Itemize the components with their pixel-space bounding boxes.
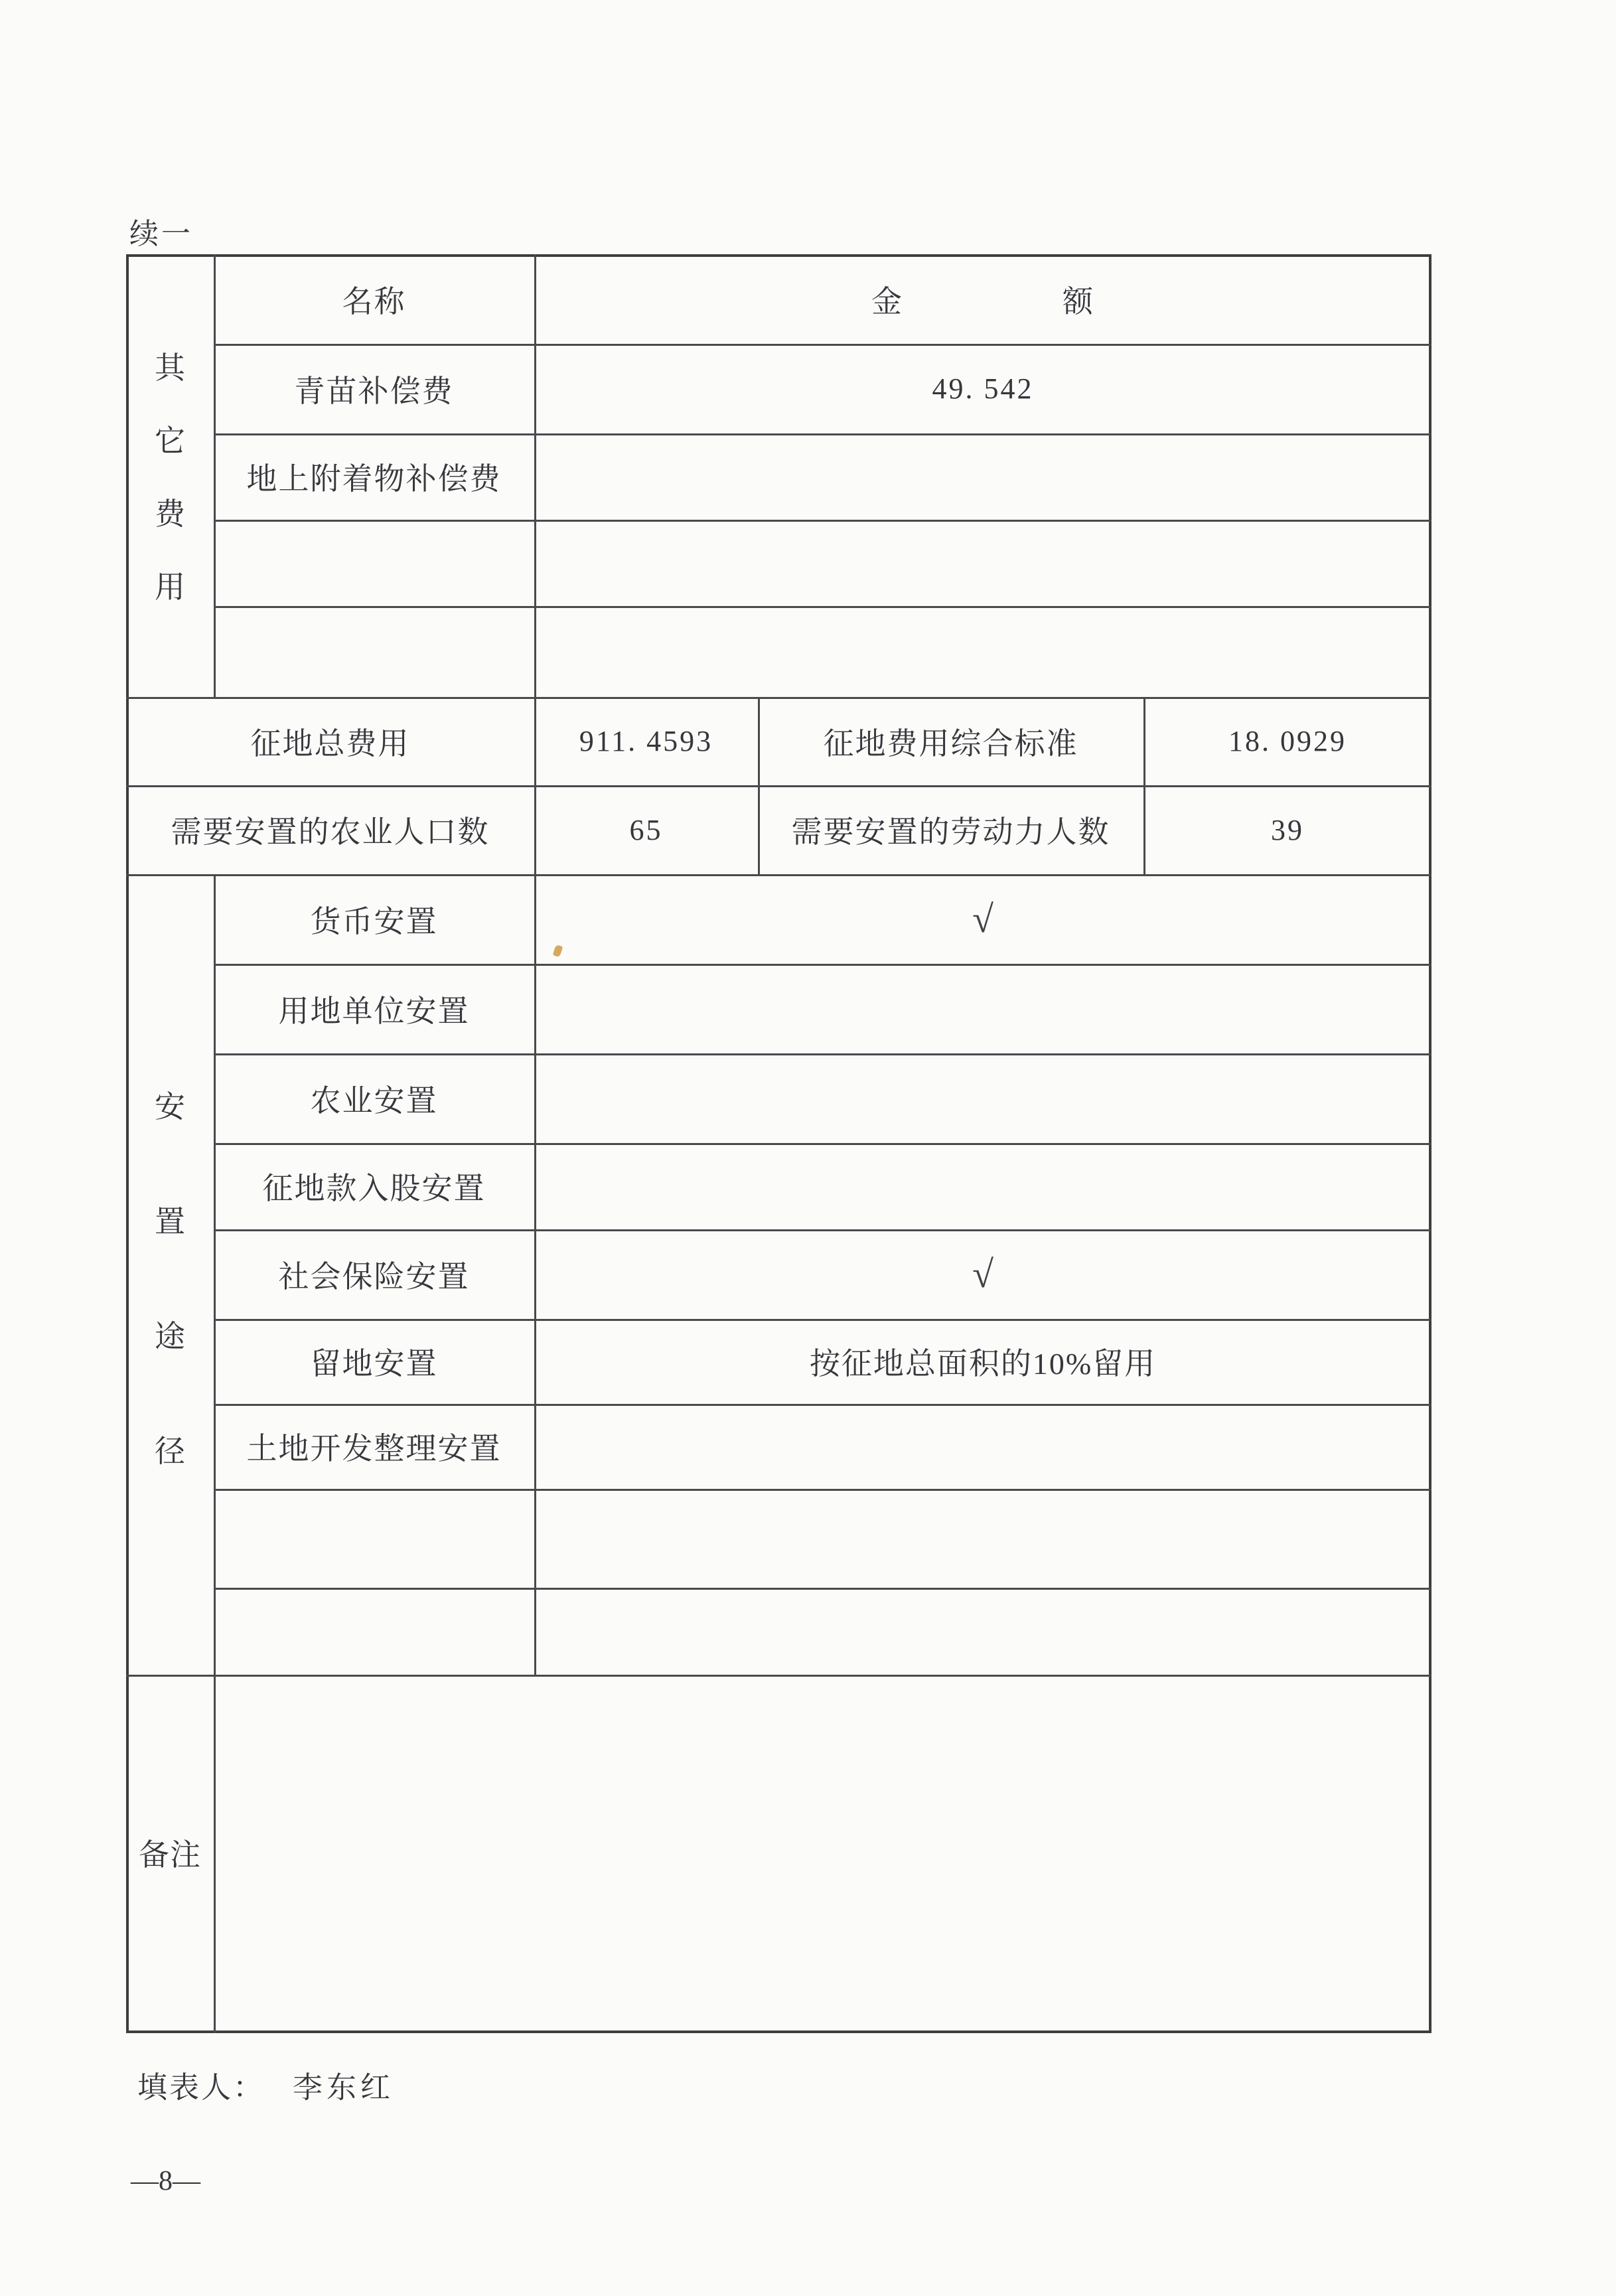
summary-value-labor-count: 39 — [1271, 813, 1304, 846]
section-label-other-fees — [126, 353, 214, 603]
summary-label-labor-count: 需要安置的劳动力人数 — [791, 815, 1110, 849]
resettlement-row-checkmark: √ — [972, 897, 993, 941]
resettlement-row-label: 用地单位安置 — [278, 994, 470, 1028]
header-fee-name: 名称 — [342, 284, 406, 319]
fee-row-label: 青苗补偿费 — [294, 374, 454, 408]
section-label-char: 置 — [155, 1205, 185, 1239]
page-number: —8— — [131, 2166, 200, 2196]
resettlement-row-value — [534, 964, 1432, 1053]
resettlement-row-value — [534, 1404, 1432, 1489]
resettlement-row-label: 货币安置 — [310, 904, 438, 939]
summary-label-composite-standard: 征地费用综合标准 — [823, 726, 1078, 761]
resettlement-row-value: 按征地总面积的10%留用 — [809, 1347, 1157, 1381]
resettlement-row-label: 征地款入股安置 — [262, 1172, 486, 1205]
header-amount-char: 金 — [871, 284, 903, 319]
summary-label-agri-population: 需要安置的农业人口数 — [171, 815, 490, 849]
resettlement-row-value — [534, 1489, 1432, 1588]
resettlement-row-value — [534, 1053, 1432, 1143]
resettlement-row-label — [214, 1588, 534, 1675]
fee-row-label: 地上附着物补偿费 — [246, 462, 502, 496]
form-filler-line — [137, 2063, 394, 2106]
summary-value-agri-population: 65 — [629, 813, 663, 846]
table-border-bottom — [126, 2030, 1432, 2033]
resettlement-row-label: 农业安置 — [310, 1083, 438, 1118]
resettlement-row-label: 留地安置 — [310, 1347, 438, 1381]
fee-row-label — [214, 606, 534, 697]
fee-row-label — [214, 520, 534, 606]
section-label-char: 径 — [155, 1434, 185, 1468]
section-label-char: 它 — [155, 424, 185, 458]
section-label-resettlement — [126, 1092, 214, 1467]
fee-row-value — [534, 520, 1432, 606]
remarks-content — [214, 1675, 1432, 2030]
fee-row-value — [534, 606, 1432, 697]
form-filler-label: 填表人： — [137, 2071, 265, 2104]
section-label-char: 用 — [155, 570, 185, 604]
summary-value-composite-standard: 18. 0929 — [1228, 725, 1347, 757]
section-label-char: 其 — [155, 351, 185, 385]
summary-value-total-cost: 911. 4593 — [579, 725, 713, 757]
section-label-char: 安 — [155, 1090, 185, 1124]
section-label-char: 费 — [155, 497, 185, 531]
summary-label-total-cost: 征地总费用 — [250, 726, 410, 761]
fee-row-value — [534, 433, 1432, 520]
fee-row-value: 49. 542 — [932, 372, 1034, 405]
header-fee-amount — [534, 254, 1432, 344]
continuation-label: 续一 — [129, 218, 193, 250]
header-amount-char: 额 — [1063, 284, 1094, 319]
section-label-char: 途 — [155, 1320, 185, 1353]
resettlement-row-label — [214, 1489, 534, 1588]
resettlement-row-value — [534, 1143, 1432, 1229]
remarks-label: 备注 — [139, 1838, 201, 1872]
resettlement-row-label: 社会保险安置 — [278, 1259, 470, 1294]
form-filler-name: 李东红 — [293, 2071, 395, 2104]
resettlement-row-label: 土地开发整理安置 — [246, 1432, 502, 1466]
form-table — [126, 254, 1432, 2033]
resettlement-row-checkmark: √ — [972, 1253, 993, 1296]
resettlement-row-value — [534, 1588, 1432, 1675]
